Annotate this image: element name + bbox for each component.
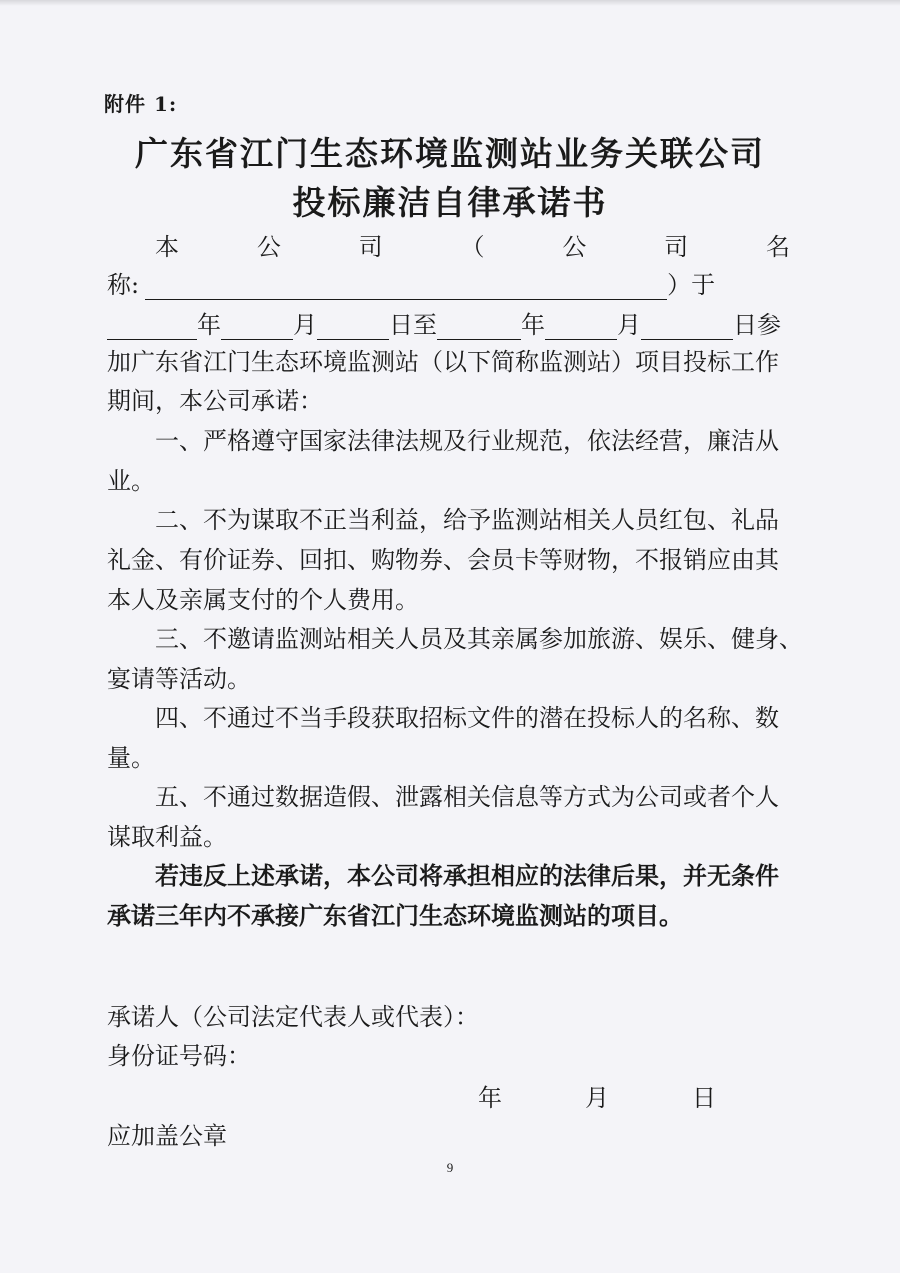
intro-char: 名 [765, 233, 790, 261]
company-name-blank [145, 275, 667, 300]
item-2-rest: 本人及亲属支付的个人费用。 [107, 586, 419, 614]
bold-statement-line-2: 承诺三年内不承接广东省江门生态环境监测站的项目。 [107, 901, 683, 930]
month-blank-1 [221, 315, 293, 340]
month-blank-2 [545, 315, 617, 340]
sign-day-label: 日 [692, 1084, 716, 1112]
intro-char: 公 [256, 233, 281, 261]
intro-char: 司 [358, 233, 383, 261]
day-to-label: 日至 [389, 311, 437, 339]
sign-month-label: 月 [585, 1084, 609, 1112]
promisor-label: 承诺人（公司法定代表人或代表）： [107, 1003, 479, 1031]
intro-line-4: 加广东省江门生态环境监测站（以下简称监测站）项目投标工作 [107, 348, 779, 376]
sign-year-label: 年 [478, 1084, 502, 1112]
title-line-2: 投标廉洁自律承诺书 [292, 183, 608, 222]
attachment-label: 附件 1: [104, 92, 178, 116]
item-5-rest: 谋取利益。 [107, 823, 227, 851]
year-blank-2 [437, 315, 521, 340]
item-5-first: 五、不通过数据造假、泄露相关信息等方式为公司或者个人 [155, 783, 779, 811]
bold-statement-line-1: 若违反上述承诺，本公司将承担相应的法律后果，并无条件 [155, 861, 779, 890]
year-label: 年 [197, 311, 221, 339]
item-1-first: 一、严格遵守国家法律法规及行业规范，依法经营，廉洁从 [155, 427, 779, 455]
scan-edge [0, 0, 900, 6]
intro-char: 公 [562, 233, 587, 261]
intro-char: 本 [155, 233, 179, 261]
id-number-label: 身份证号码： [107, 1042, 251, 1070]
day-tail-label: 日参 [733, 311, 781, 339]
month-label: 月 [617, 311, 641, 339]
intro-char: （ [460, 233, 485, 261]
item-3-rest: 宴请等活动。 [107, 665, 251, 693]
item-2-rest: 礼金、有价证券、回扣、购物券、会员卡等财物，不报销应由其 [107, 546, 779, 574]
seal-note: 应加盖公章 [107, 1122, 227, 1150]
year-label: 年 [521, 311, 545, 339]
item-4-first: 四、不通过不当手段获取招标文件的潜在投标人的名称、数 [155, 704, 779, 732]
item-2-first: 二、不为谋取不正当利益，给予监测站相关人员红包、礼品 [155, 506, 779, 534]
intro-char: 司 [664, 233, 689, 261]
day-blank-1 [317, 315, 389, 340]
intro-line-1 [155, 232, 790, 262]
item-1-rest: 业。 [107, 467, 155, 495]
intro-line-2 [107, 270, 790, 300]
day-blank-2 [641, 315, 733, 340]
intro-line-5: 期间，本公司承诺： [107, 387, 323, 415]
month-label: 月 [293, 311, 317, 339]
item-4-rest: 量。 [107, 744, 155, 772]
page-number: 9 [446, 1160, 454, 1175]
year-blank-1 [107, 315, 197, 340]
name-suffix: ）于 [667, 271, 716, 299]
item-3-first: 三、不邀请监测站相关人员及其亲属参加旅游、娱乐、健身、 [155, 625, 803, 653]
name-label: 称: [107, 271, 140, 299]
intro-line-3 [107, 310, 790, 340]
title-line-1: 广东省江门生态环境监测站业务关联公司 [135, 134, 765, 173]
